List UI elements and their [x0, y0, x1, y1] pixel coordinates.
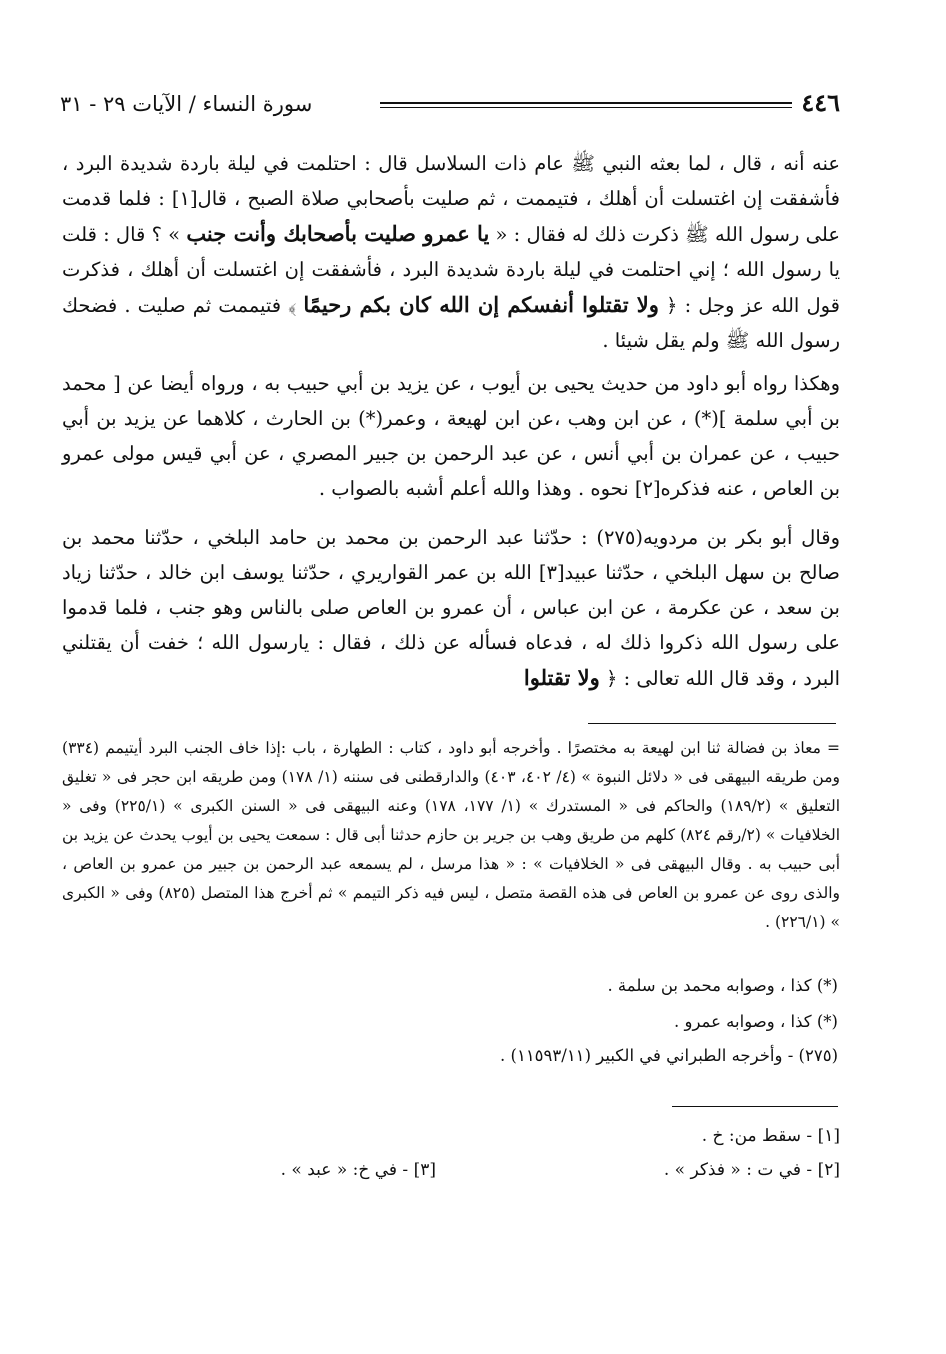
- header-title: سورة النساء / الآيات ٢٩ - ٣١: [60, 92, 313, 116]
- paragraph-1: [62, 146, 840, 358]
- running-header: [60, 88, 850, 124]
- editor-note-b: (*) كذا ، وصوابه عمرو .: [673, 1012, 838, 1031]
- paragraph-2: [62, 366, 840, 506]
- notes-divider: [588, 723, 836, 724]
- para3-verse: ولا تقتلوا: [523, 665, 600, 690]
- para2-text: وهكذا رواه أبو داود من حديث يحيى بن أيوب ، عن يزيد بن أبي حبيب به ، ورواه أيضا عن [ محمد بن أبي سلمة ](*) ، عن ابن وهب ،عن ابن لهيعة ، وعمر(*) بن الحارث ، كلاهما عن يزيد بن أبي حبيب ، عن عمران بن أبي أنس ، عن عبد الرحمن بن جبير المصري ، عن أبي قيس مولى عمرو بن العاص ، عنه فذكره[٢] نحوه . وهذا والله أعلم أشبه بالصواب .: [62, 372, 840, 500]
- header-rule: [380, 102, 792, 104]
- paragraph-3: [62, 520, 840, 696]
- para1-text-a: عنه أنه ، قال ، لما بعثه النبي ﷺ عام ذات السلاسل قال : احتلمت في ليلة باردة شديدة البرد ، فأشفقت إن اغتسلت أن أهلك ، فتيممت ، ثم صليت بأصحابي صلاة الصبح ، قال[١] : فلما قدمت على رسول الله ﷺ ذكرت ذلك له فقال : «: [62, 152, 841, 246]
- para1-text-b: » ؟ قال : قلت يا رسول الله ؛ إني احتلمت في ليلة باردة شديدة البرد ، فأشفقت إن اغتسلت أن أهلك ، فذكرت قول الله عز وجل : ﴿: [62, 223, 841, 317]
- footnote-2: [٢] - في ت : « فذكر » .: [663, 1160, 840, 1180]
- para1-bold-quote: يا عمرو صليت بأصحابك وأنت جنب: [186, 221, 490, 246]
- editor-note-continued: = معاذ بن فضالة ثنا ابن لهيعة به مختصرًا . وأخرجه أبو داود ، كتاب : الطهارة ، باب :إذا خاف الجنب البرد أيتيمم (٣٣٤) ومن طريقه البيهقى فى « دلائل النبوة » (٤/ ٤٠٢، ٤٠٣) والدارقطنى فى سننه (١/ ١٧٨) ومن طريقه ابن حجر فى « تغليق التعليق » (١٨٩/٢) والحاكم فى « المستدرك » (١/ ١٧٧، ١٧٨) وعنه البيهقى فى « السنن الكبرى » (٢٢٥/١) وفى « الخلافيات » (٢/رقم ٨٢٤) كلهم من طريق وهب بن جرير بن حازم حدثنا أبى قال : سمعت يحيى بن أيوب يحدث عن يزيد بن أبى حبيب به . وقال البيهقى فى « الخلافيات » : « هذا مرسل ، لم يسمعه عبد الرحمن بن جبير من عمرو بن العاص ، والذى روى عن عمرو بن العاص فى هذه القصة متصل ، ليس فيه ذكر التيمم » ثم أخرج هذا المتصل (٨٢٥) وفى « الكبرى » (٢٢٦/١) .: [62, 739, 841, 931]
- para1-verse: ولا تقتلوا أنفسكم إن الله كان بكم رحيمًا: [303, 292, 659, 317]
- footnote-1: [١] - سقط من: خ .: [701, 1126, 840, 1146]
- editor-note-a: (*) كذا ، وصوابه محمد بن سلمة .: [607, 976, 838, 995]
- footnote-3: [٣] - في خ: « عبد » .: [280, 1160, 436, 1180]
- para3-text: وقال أبو بكر بن مردويه(٢٧٥) : حدّثنا عبد الرحمن بن محمد بن حامد البلخي ، حدّثنا محمد بن صالح بن سهل البلخي ، حدّثنا عبيد[٣] الله بن عمر القواريري ، حدّثنا يوسف ابن خالد ، حدّثنا زياد بن سعد ، عن عكرمة ، عن ابن عباس ، أن عمرو بن العاص صلى بالناس وهو جنب ، فلما قدموا على رسول الله ذكروا ذلك له ، فدعاه فسأله عن ذلك ، فقال : يارسول الله ؛ خفت أن يقتلني البرد ، وقد قال الله تعالى : ﴿: [62, 526, 841, 690]
- page-number: ٤٤٦: [801, 88, 840, 117]
- editor-note-275: (٢٧٥) - وأخرجه الطبراني في الكبير (١١٥٩٣/١١) .: [500, 1046, 838, 1065]
- header-rule-thin: [380, 107, 792, 108]
- para1-text-c: ﴾ فتيممت ثم صليت . فضحك رسول الله ﷺ ولم يقل شيئا .: [62, 294, 840, 352]
- footnotes-divider: [672, 1106, 838, 1107]
